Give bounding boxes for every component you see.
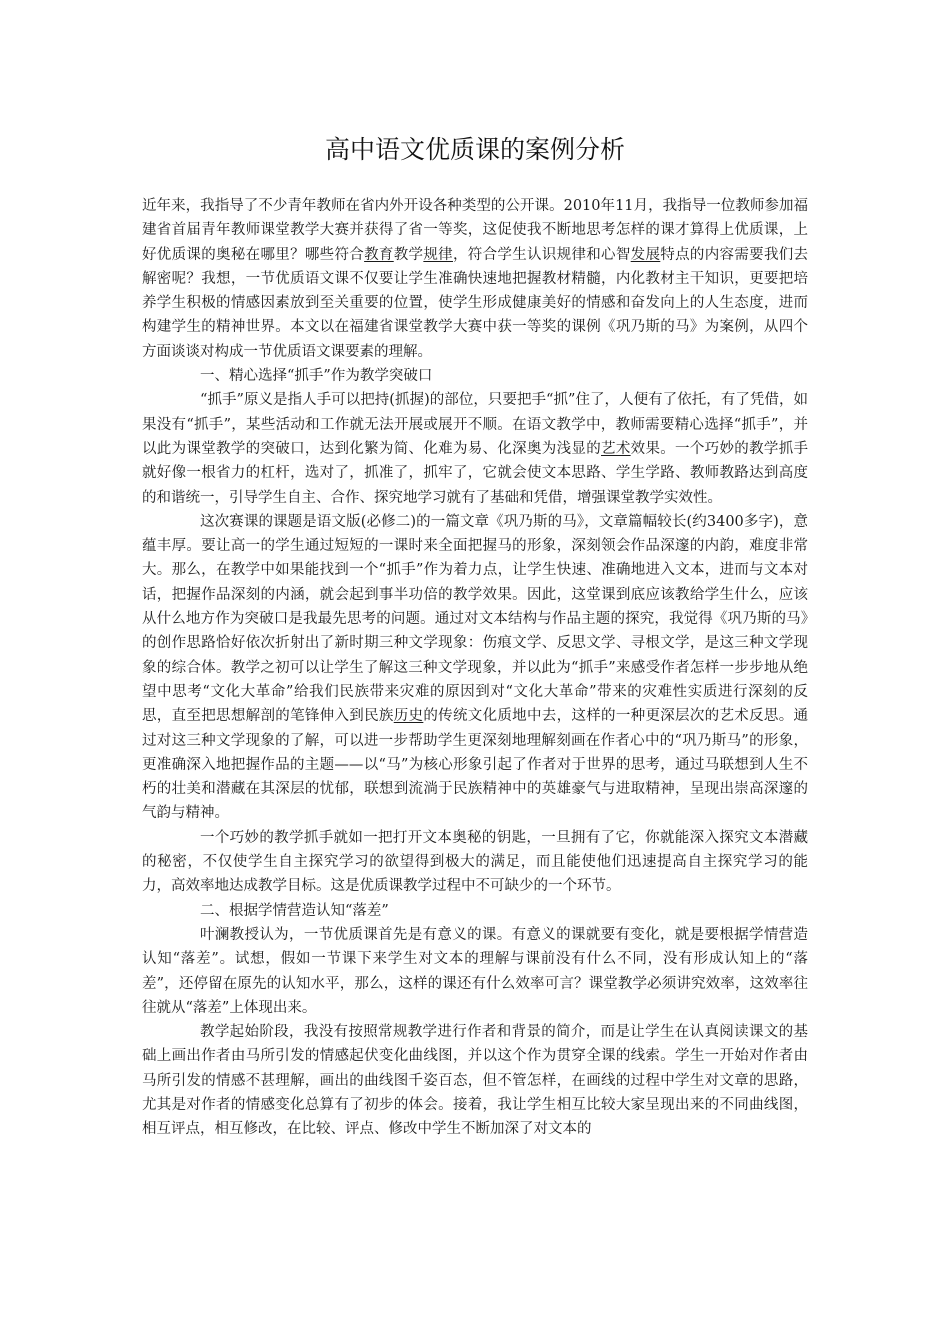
- paragraph-lesson-case: [142, 510, 808, 826]
- section-heading-1: 一、精心选择“抓手”作为教学突破口: [200, 368, 433, 385]
- document-title: 高中语文优质课的案例分析: [324, 135, 625, 164]
- paragraph-handle-definition: [142, 388, 808, 509]
- link-development[interactable]: 发展: [630, 246, 661, 263]
- paragraph-text: 的传统文化质地中去，这样的一种更深层次的艺术反思。通过对这三种文学现象的了解，可以进一步帮助学生更深刻地理解刻画在作者心中的“巩乃斯马”的形象，更准确深入地把握作品的主题——以“马”为核心形象引起了作者对于世界的思考，通过马联想到人生不朽的壮美和潜藏在其深层的忧郁，联想到流淌于民族精神中的英雄豪气与进取精神，呈现出崇高深邃的气韵与精神。: [142, 708, 809, 822]
- paragraph-cognitive-gap: 叶澜教授认为，一节优质课首先是有意义的课。有意义的课就要有变化，就是要根据学情营造认知“落差”。试想，假如一节课下来学生对文本的理解与课前没有什么不同，没有形成认知上的“落差”，还停留在原先的认知水平，那么，这样的课还有什么效率可言？课堂教学必须讲究效率，这效率往往就从“落差”上体现出来。: [142, 926, 808, 1016]
- paragraph-handle-key: 一个巧妙的教学抓手就如一把打开文本奥秘的钥匙，一旦拥有了它，你就能深入探究文本潜藏的秘密，不仅使学生自主探究学习的欲望得到极大的满足，而且能使他们迅速提高自主探究学习的能力，高效率地达成教学目标。这是优质课教学过程中不可缺少的一个环节。: [142, 829, 808, 895]
- paragraph-text: ，符合学生认识规律和心智: [452, 246, 631, 263]
- paragraph-text: 效果。一个巧妙的教学抓手就好像一根省力的杠杆，选对了，抓准了，抓牢了，它就会使文本思路、学生学路、教师教路达到高度的和谐统一，引导学生自主、合作、探究地学习就有了基础和凭借，增强课堂教学实效性。: [142, 440, 809, 506]
- paragraph-text: 特点的内容需要我们去解密呢？我想，一节优质语文课不仅要让学生准确快速地把握教材精髓，内化教材主干知识，更要把培养学生积极的情感因素放到至关重要的位置，使学生形成健康美好的情感和奋发向上的人生态度，进而构建学生的精神世界。本文以在福建省课堂教学大赛中获一等奖的课例《巩乃斯的马》为案例，从四个方面谈谈对构成一节优质语文课要素的理解。: [142, 246, 809, 360]
- link-rules[interactable]: 规律: [423, 246, 453, 263]
- paragraph-text: 教学: [393, 246, 424, 263]
- paragraph-text: “抓手”原义是指人手可以把持(抓握)的部位，只要把手“抓”住了，人便有了依托，有了凭借，如果没有“抓手”，某些活动和工作就无法开展或展开不顺。在语文教学中，教师需要精心选择“抓手”，并以此为课堂教学的突破口，达到化繁为简、化难为易、化深奥为浅显的: [142, 392, 808, 457]
- paragraph-text: 近年来，我指导了不少青年教师在省内外开设各种类型的公开课。2010年11月，我指导一位教师参加福建省首届青年教师课堂教学大赛并获得了省一等奖，这促使我不断地思考怎样的课才算得上优质课，上好优质课的奥秘在哪里？哪些符合: [142, 198, 808, 263]
- section-heading-2: 二、根据学情营造认知“落差”: [200, 902, 389, 919]
- paragraph-teaching-start: 教学起始阶段，我没有按照常规教学进行作者和背景的简介，而是让学生在认真阅读课文的基础上画出作者由马所引发的情感起伏变化曲线图，并以这个作为贯穿全课的线索。学生一开始对作者由马所引发的情感不甚理解，画出的曲线图千姿百态，但不管怎样，在画线的过程中学生对文章的思路，尤其是对作者的情感变化总算有了初步的体会。接着，我让学生相互比较大家呈现出来的不同曲线图，相互评点，相互修改，在比较、评点、修改中学生不断加深了对文本的: [142, 1024, 808, 1138]
- document-body: [142, 194, 808, 1142]
- link-history[interactable]: 历史: [393, 708, 424, 725]
- paragraph-text: 这次赛课的课题是语文版(必修二)的一篇文章《巩乃斯的马》，文章篇幅较长(约3400多字)，意蕴丰厚。要让高一的学生通过短短的一课时来全面把握马的形象，深刻领会作品深邃的内韵，难度非常大。那么，在教学中如果能找到一个“抓手”作为着力点，让学生快速、准确地进入文本，进而与文本对话，把握作品深刻的内涵，就会起到事半功倍的教学效果。因此，这堂课到底应该教给学生什么，应该从什么地方作为突破口是我最先思考的问题。通过对文本结构与作品主题的探究，我觉得《巩乃斯的马》的创作思路恰好依次折射出了新时期三种文学现象：伤痕文学、反思文学、寻根文学，是这三种文学现象的综合体。教学之初可以让学生了解这三种文学现象，并以此为“抓手”来感受作者怎样一步步地从绝望中思考“文化大革命”给我们民族带来灾难的原因到对“文化大革命”带来的灾难性实质进行深刻的反思，直至把思想解剖的笔锋伸入到民族: [142, 513, 808, 725]
- paragraph-intro: [142, 194, 808, 364]
- link-art[interactable]: 艺术: [601, 440, 631, 457]
- link-education[interactable]: 教育: [364, 246, 394, 263]
